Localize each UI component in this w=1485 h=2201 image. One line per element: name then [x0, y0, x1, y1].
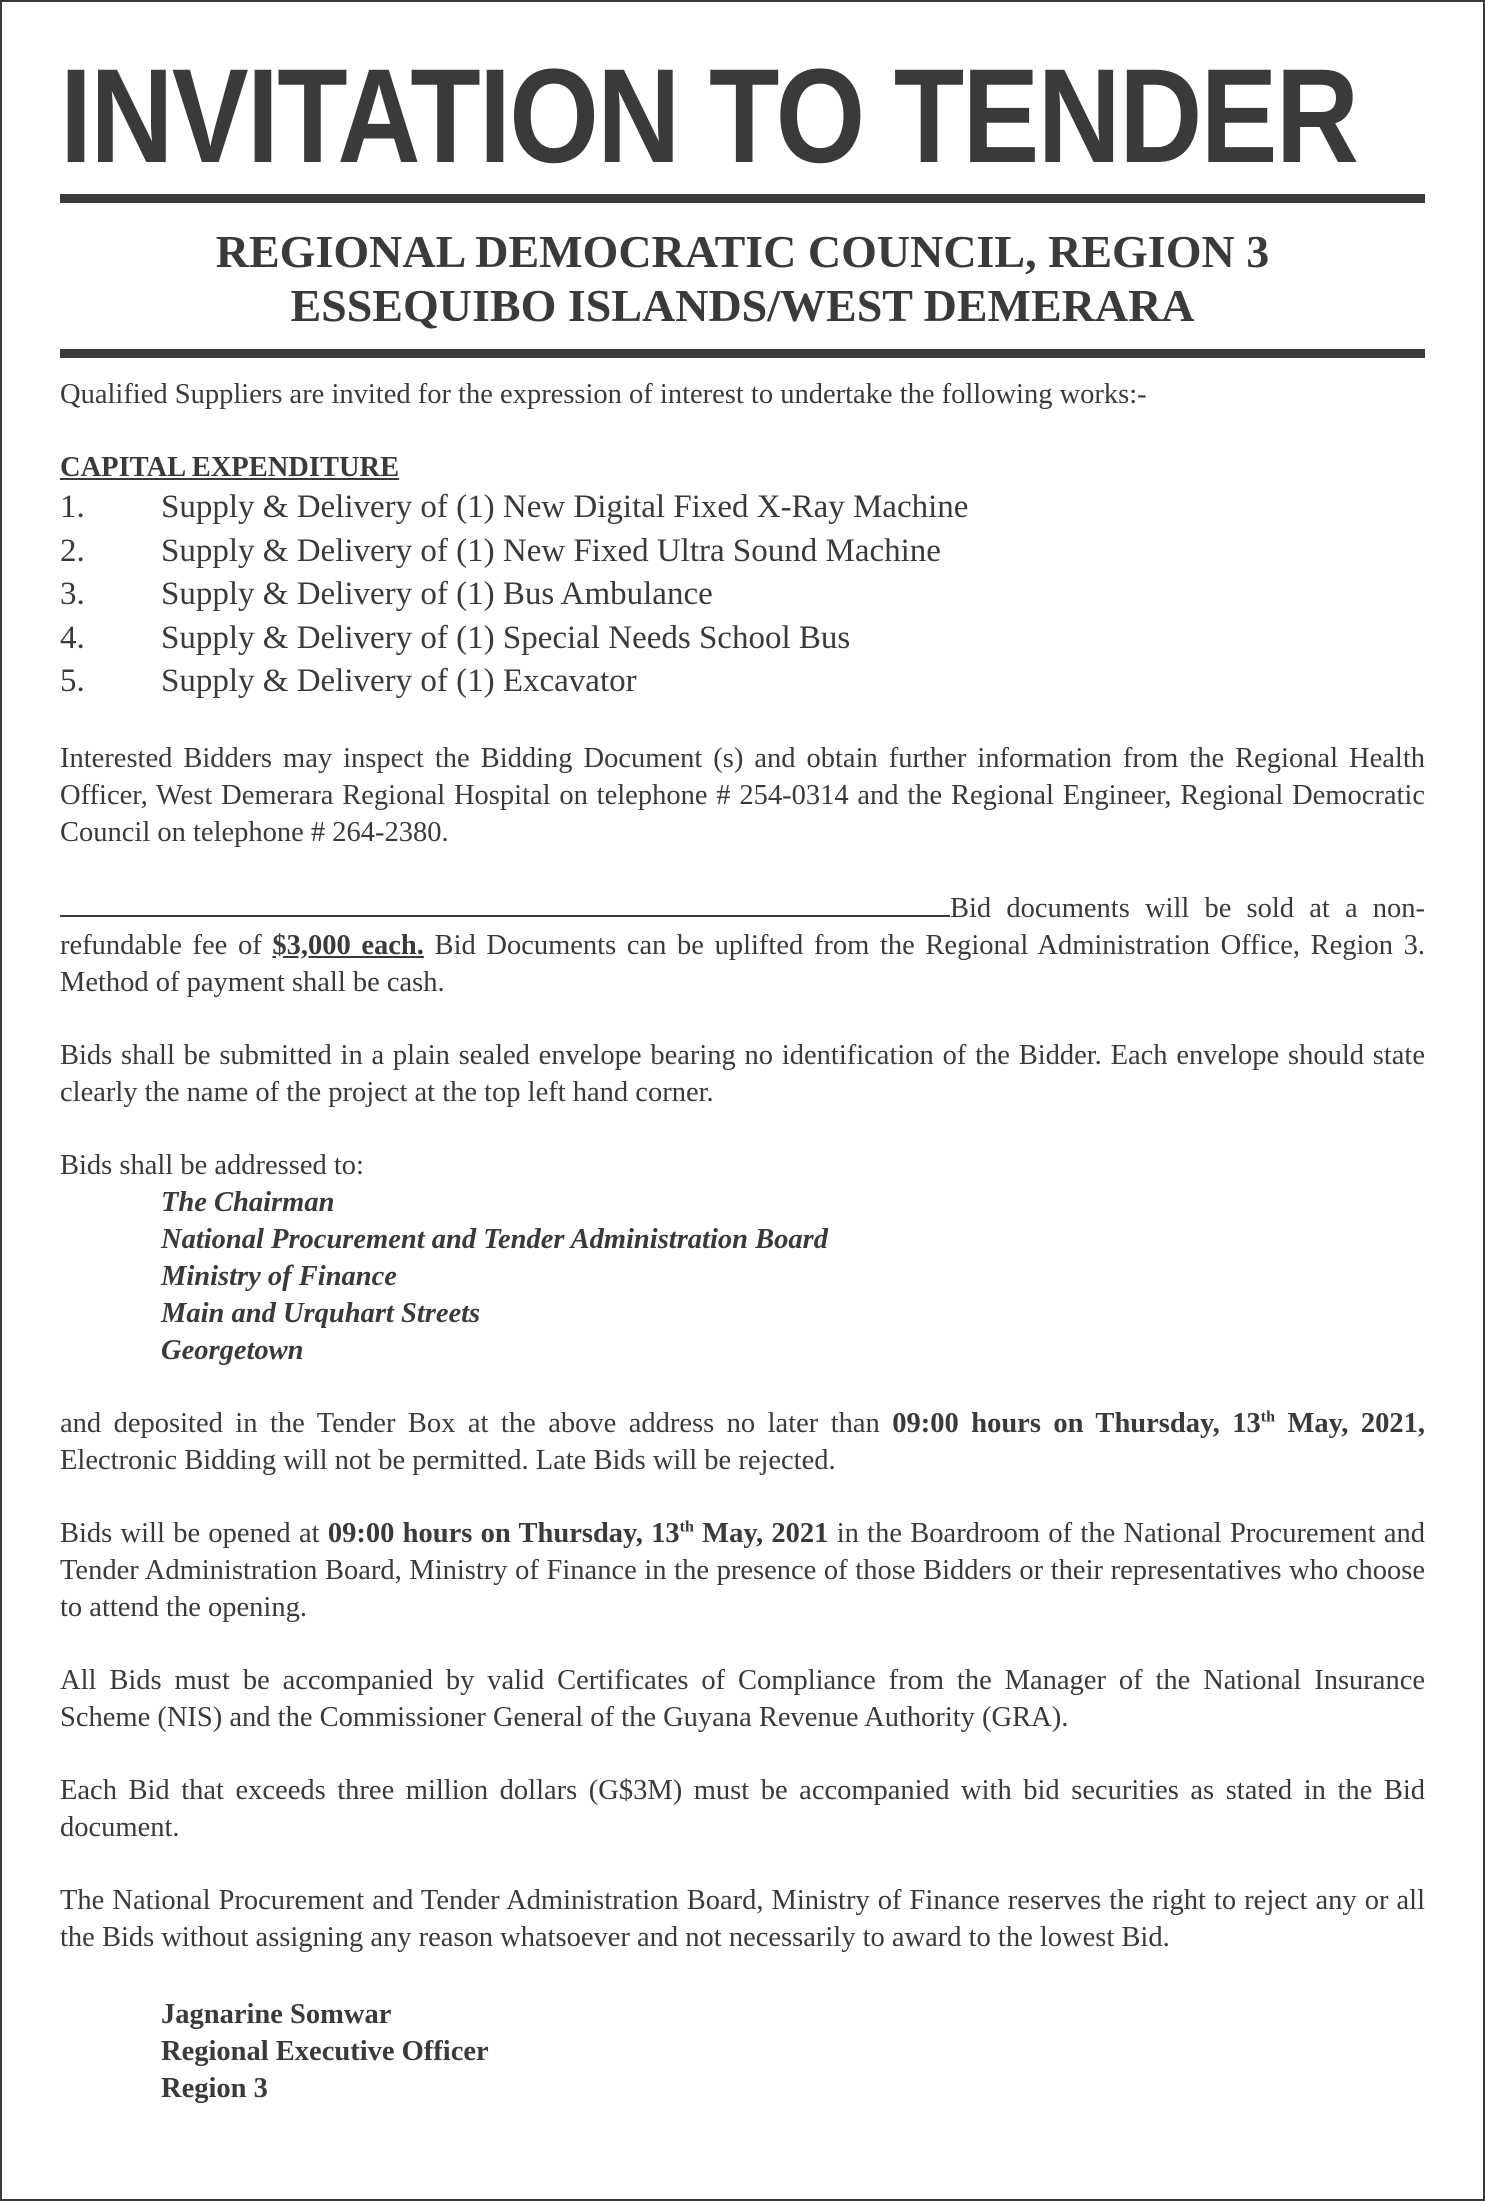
blank-underline	[60, 887, 950, 917]
opening-text-before: Bids will be opened at	[60, 1517, 328, 1549]
address-line: Main and Urquhart Streets	[161, 1297, 481, 1329]
deposit-paragraph	[60, 1405, 1425, 1479]
fee-text-before: Bid documents will be sold at a non-refundable fee of	[60, 892, 1425, 961]
organization-line-2: ESSEQUIBO ISLANDS/WEST DEMERARA	[290, 280, 1195, 331]
item-text: Supply & Delivery of (1) Special Needs School Bus	[161, 619, 851, 656]
inspect-paragraph: Interested Bidders may inspect the Bidding Document (s) and obtain further information from the Regional Health Officer, West Demerara Regional Hospital on telephone # 254-0314 and the Regional Engineer, Regional Democratic Council on telephone # 264-2380.	[60, 742, 1425, 848]
list-item	[60, 660, 1425, 704]
works-list	[60, 486, 1425, 704]
opening-paragraph	[60, 1515, 1425, 1626]
list-item	[60, 486, 1425, 530]
opening-time	[328, 1518, 829, 1549]
capital-expenditure-heading: CAPITAL EXPENDITURE	[60, 452, 400, 483]
item-number: 3.	[60, 576, 85, 612]
address-line: Georgetown	[161, 1334, 304, 1366]
security-paragraph: Each Bid that exceeds three million dollars (G$3M) must be accompanied with bid securities as stated in the Bid document.	[60, 1774, 1425, 1843]
top-rule	[60, 194, 1425, 203]
organization-heading	[60, 225, 1425, 333]
fee-amount: $3,000 each.	[272, 929, 424, 961]
deposit-ordinal: th	[1260, 1408, 1275, 1425]
deposit-deadline-b: May, 2021,	[1275, 1407, 1426, 1439]
item-text: Supply & Delivery of (1) Excavator	[161, 663, 637, 699]
intro-paragraph: Qualified Suppliers are invited for the expression of interest to undertake the following works:-	[60, 379, 1147, 410]
opening-time-b: May, 2021	[693, 1517, 829, 1549]
address-line: Ministry of Finance	[161, 1260, 397, 1292]
banner-title: INVITATION TO TENDER	[60, 42, 1358, 191]
item-text: Supply & Delivery of (1) New Fixed Ultra Sound Machine	[161, 532, 941, 569]
list-item	[60, 573, 1425, 617]
envelope-paragraph: Bids shall be submitted in a plain sealed envelope bearing no identification of the Bidder. Each envelope should state clearly the name of the project at the top left hand corner.	[60, 1039, 1425, 1108]
fee-text-after: Bid Documents can be uplifted from the Regional Administration Office, Region 3. Method of payment shall be cash.	[60, 929, 1425, 998]
deposit-text-before: and deposited in the Tender Box at the above address no later than	[60, 1407, 893, 1439]
signature-block	[161, 1996, 1425, 2107]
list-item	[60, 530, 1425, 574]
deposit-text-after: Electronic Bidding will not be permitted. Late Bids will be rejected.	[60, 1444, 836, 1476]
address-block	[161, 1184, 1425, 1369]
deposit-deadline	[892, 1408, 1425, 1439]
item-number: 5.	[60, 663, 85, 699]
organization-line-1: REGIONAL DEMOCRATIC COUNCIL, REGION 3	[215, 226, 1270, 277]
rights-paragraph: The National Procurement and Tender Administration Board, Ministry of Finance reserves the right to reject any or all the Bids without assigning any reason whatsoever and not necessarily to award to the lowest Bid.	[60, 1884, 1425, 1953]
item-text: Supply & Delivery of (1) New Digital Fixed X-Ray Machine	[161, 489, 969, 525]
fee-paragraph	[60, 887, 1425, 1001]
deposit-deadline-a: 09:00 hours on Thursday, 13	[892, 1407, 1261, 1439]
bottom-rule	[60, 349, 1425, 358]
item-number: 1.	[60, 489, 85, 525]
address-line: National Procurement and Tender Administration Board	[161, 1223, 828, 1255]
compliance-paragraph: All Bids must be accompanied by valid Certificates of Compliance from the Manager of the National Insurance Scheme (NIS) and the Commissioner General of the Guyana Revenue Authority (GRA).	[60, 1664, 1425, 1733]
opening-text-after: in the Boardroom of the National Procurement and Tender Administration Board, Ministry of Finance in the presence of those Bidders or their representatives who choose to attend the opening.	[60, 1517, 1426, 1623]
signatory-region: Region 3	[161, 2072, 268, 2104]
signatory-title: Regional Executive Officer	[161, 2035, 489, 2067]
signatory-name: Jagnarine Somwar	[161, 1998, 392, 2030]
opening-ordinal: th	[679, 1518, 694, 1535]
opening-time-a: 09:00 hours on Thursday, 13	[327, 1517, 680, 1549]
list-item	[60, 617, 1425, 661]
address-intro: Bids shall be addressed to:	[60, 1149, 364, 1181]
item-number: 2.	[60, 532, 85, 569]
item-number: 4.	[60, 619, 85, 656]
address-line: The Chairman	[161, 1186, 335, 1218]
item-text: Supply & Delivery of (1) Bus Ambulance	[161, 576, 713, 612]
